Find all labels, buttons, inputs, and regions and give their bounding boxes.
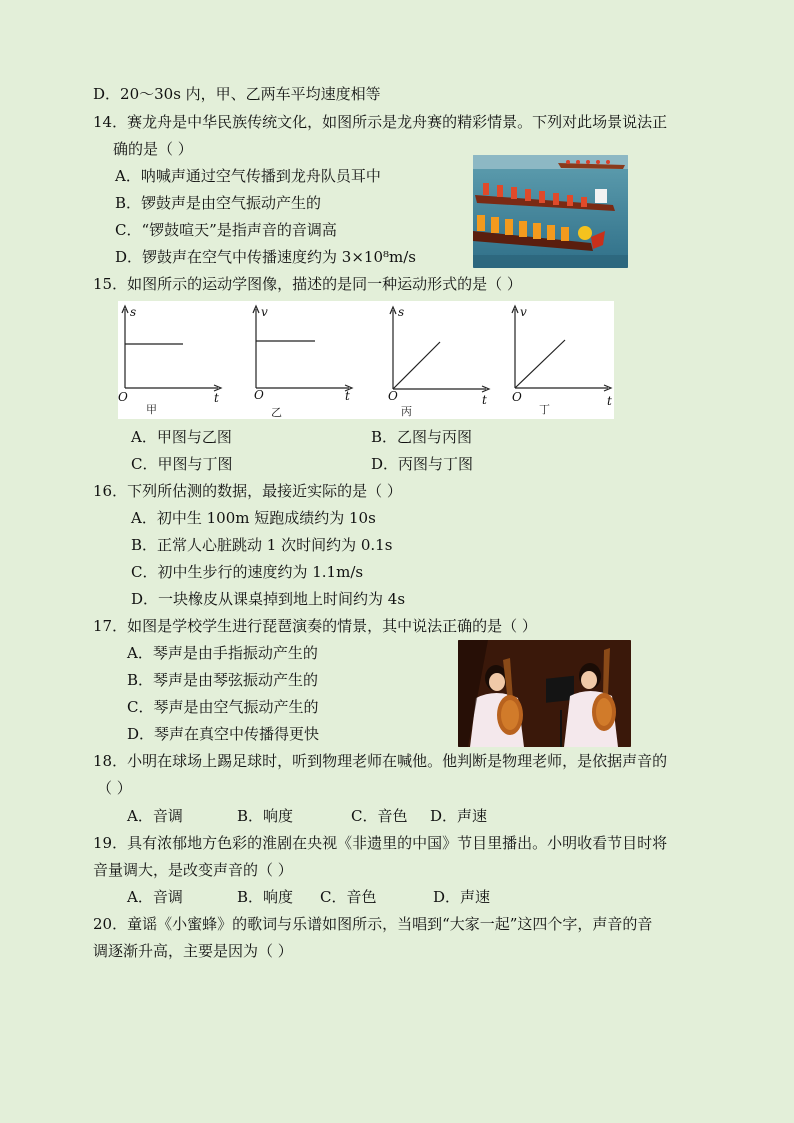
- q17-option-d: D．琴声在真空中传播得更快: [127, 725, 320, 743]
- dragon-boat-image: [473, 155, 628, 268]
- q17-option-b: B．琴声是由琴弦振动产生的: [127, 671, 319, 689]
- q16-option-d: D．一块橡皮从课桌掉到地上时间约为 4s: [131, 590, 406, 608]
- graph2-xlabel: t: [345, 389, 350, 403]
- graph4-origin: O: [512, 390, 522, 404]
- graph3-xlabel: t: [482, 393, 487, 407]
- q14-option-d: D．锣鼓声在空气中传播速度约为 3×10⁸m/s: [115, 248, 416, 266]
- q13-option-d: D．20～30s 内，甲、乙两车平均速度相等: [93, 85, 381, 103]
- q16-stem: 16．下列所估测的数据，最接近实际的是（ ）: [93, 482, 402, 500]
- q16-option-c: C．初中生步行的速度约为 1.1m/s: [131, 563, 364, 581]
- graph4-xlabel: t: [607, 394, 612, 408]
- graph1-caption: 甲: [146, 403, 157, 416]
- q14-stem-line1: 14．赛龙舟是中华民族传统文化，如图所示是龙舟赛的精彩情景。下列对此场景说法正: [93, 113, 668, 131]
- q16-option-a: A．初中生 100m 短跑成绩约为 10s: [131, 509, 376, 527]
- graph3-caption: 丙: [401, 405, 412, 418]
- q18-option-b: B．响度: [237, 807, 294, 825]
- q15-option-c: C．甲图与丁图: [131, 455, 233, 473]
- graph1-xlabel: t: [214, 391, 219, 405]
- q15-stem: 15．如图所示的运动学图像，描述的是同一种运动形式的是（ ）: [93, 275, 522, 293]
- q15-option-d: D．丙图与丁图: [371, 455, 474, 473]
- q17-option-c: C．琴声是由空气振动产生的: [127, 698, 319, 716]
- q20-stem-line2: 调逐渐升高，主要是因为（ ）: [93, 942, 293, 960]
- q19-stem-line2: 音量调大，是改变声音的（ ）: [93, 861, 293, 879]
- graph4-caption: 丁: [539, 403, 550, 416]
- q16-option-b: B．正常人心脏跳动 1 次时间约为 0.1s: [131, 536, 393, 554]
- graph1-origin: O: [118, 390, 128, 404]
- motion-graphs-svg: [118, 301, 614, 419]
- q14-option-a: A．呐喊声通过空气传播到龙舟队员耳中: [115, 167, 381, 185]
- q15-option-a: A．甲图与乙图: [131, 428, 232, 446]
- q18-option-c: C．音色: [351, 807, 408, 825]
- q18-option-a: A．音调: [127, 807, 183, 825]
- graph4-line: [515, 340, 565, 388]
- graph4-ylabel: v: [520, 305, 527, 319]
- q19-option-c: C．音色: [320, 888, 377, 906]
- graph3-line: [393, 342, 440, 389]
- q20-stem-line1: 20．童谣《小蜜蜂》的歌词与乐谱如图所示，当唱到“大家一起”这四个字，声音的音: [93, 915, 653, 933]
- q17-option-a: A．琴声是由手指振动产生的: [127, 644, 318, 662]
- q19-option-d: D．声速: [433, 888, 491, 906]
- q19-stem-line1: 19．具有浓郁地方色彩的淮剧在央视《非遗里的中国》节目里播出。小明收看节目时将: [93, 834, 668, 852]
- graph2-origin: O: [254, 388, 264, 402]
- q14-option-c: C．“锣鼓喧天”是指声音的音调高: [115, 221, 337, 239]
- q14-option-b: B．锣鼓声是由空气振动产生的: [115, 194, 322, 212]
- pipa-performance-image: [458, 640, 631, 747]
- q18-option-d: D．声速: [430, 807, 488, 825]
- dragon-boat-photo: [473, 155, 628, 268]
- graph3-ylabel: s: [398, 305, 405, 319]
- q18-stem-line1: 18．小明在球场上踢足球时，听到物理老师在喊他。他判断是物理老师，是依据声音的: [93, 752, 668, 770]
- pipa-performance-photo: [458, 640, 631, 747]
- graph2-caption: 乙: [271, 406, 282, 419]
- q14-stem-line2: 确的是（ ）: [113, 140, 193, 158]
- graph2-ylabel: v: [261, 305, 268, 319]
- q19-option-b: B．响度: [237, 888, 294, 906]
- motion-graphs-figure: [118, 301, 614, 419]
- q19-option-a: A．音调: [127, 888, 183, 906]
- q15-option-b: B．乙图与丙图: [371, 428, 473, 446]
- q17-stem: 17．如图是学校学生进行琵琶演奏的情景，其中说法正确的是（ ）: [93, 617, 537, 635]
- graph3-origin: O: [388, 389, 398, 403]
- graph1-ylabel: s: [130, 305, 137, 319]
- q18-stem-line2: （ ）: [97, 779, 132, 797]
